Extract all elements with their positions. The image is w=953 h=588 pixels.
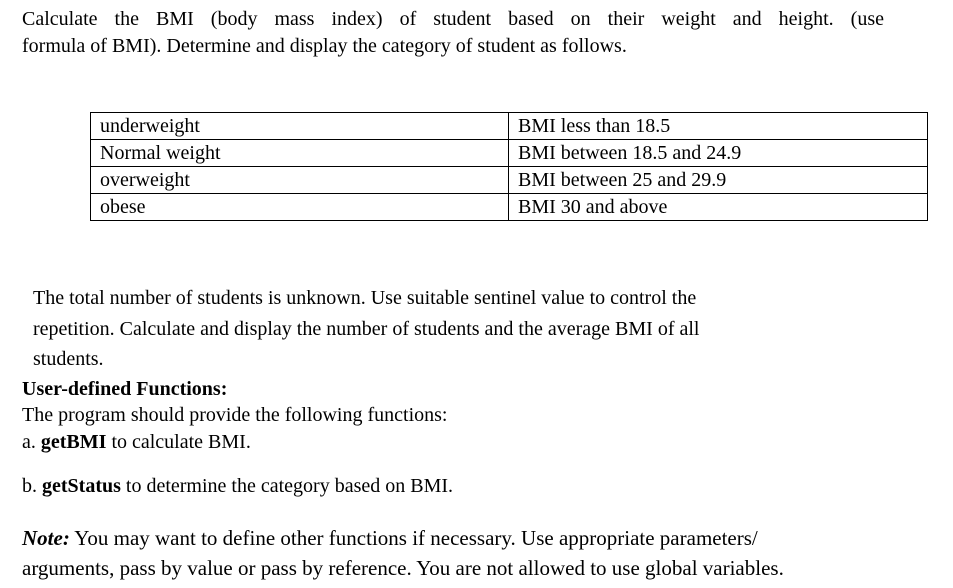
note-paragraph (22, 523, 784, 583)
category-cell: obese (91, 194, 509, 221)
bmi-range-cell: BMI 30 and above (509, 194, 928, 221)
item-a-prefix: a. (22, 431, 41, 453)
note-label: Note: (22, 526, 70, 550)
bmi-range-cell: BMI less than 18.5 (509, 113, 928, 140)
sentinel-line-1: The total number of students is unknown. Use suitable sentinel value to control the (33, 287, 697, 309)
table-row (91, 167, 928, 194)
sentinel-line-3: students. (33, 348, 104, 370)
problem-statement-line-1: Calculate the BMI (body mass index) of student based on their weight and height. (use (22, 8, 884, 30)
item-b-prefix: b. (22, 475, 42, 497)
category-cell: overweight (91, 167, 509, 194)
function-item-b (22, 473, 453, 500)
item-b-description: to determine the category based on BMI. (120, 475, 454, 497)
table-row (91, 113, 928, 140)
bmi-range-cell: BMI between 18.5 and 24.9 (509, 140, 928, 167)
functions-list (22, 402, 447, 456)
note-line-1 (22, 523, 784, 553)
note-line-1-text: You may want to define other functions if necessary. Use appropriate parameters/ (69, 526, 758, 550)
category-cell: underweight (91, 113, 509, 140)
functions-intro: The program should provide the following functions: (22, 404, 448, 426)
note-line-2: arguments, pass by value or pass by reference. You are not allowed to use global variables. (22, 556, 784, 580)
table-row (91, 194, 928, 221)
function-name-getstatus: getStatus (42, 475, 121, 497)
table-row (91, 140, 928, 167)
problem-statement (22, 6, 884, 60)
bmi-range-cell: BMI between 25 and 29.9 (509, 167, 928, 194)
item-a-description: to calculate BMI. (106, 431, 251, 453)
category-cell: Normal weight (91, 140, 509, 167)
functions-heading: User-defined Functions: (22, 378, 228, 400)
sentinel-line-2: repetition. Calculate and display the number of students and the average BMI of all (33, 317, 700, 340)
sentinel-paragraph (33, 283, 823, 375)
problem-statement-line-2: formula of BMI). Determine and display the category of student as follows. (22, 35, 627, 57)
function-name-getbmi: getBMI (40, 431, 107, 453)
bmi-category-table (90, 112, 928, 221)
function-item-a (22, 429, 447, 456)
